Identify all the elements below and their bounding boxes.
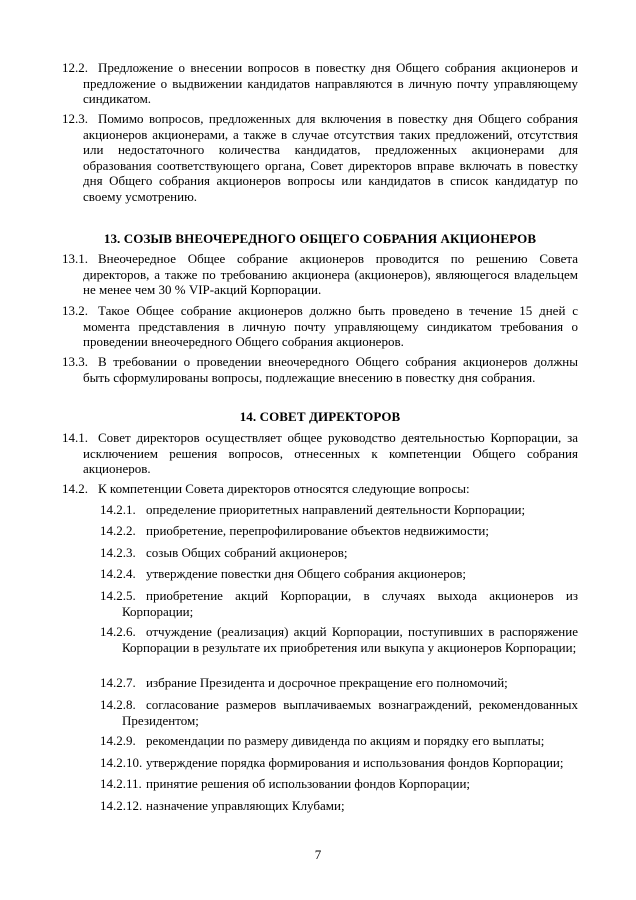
subclause-14-2-2 (100, 523, 578, 539)
clause-number: 14.2. (62, 481, 88, 496)
subclause-number: 14.2.8. (100, 697, 136, 712)
subclause-number: 14.2.12. (100, 798, 143, 813)
section-heading-14: 14. СОВЕТ ДИРЕКТОРОВ (239, 409, 401, 424)
subclause-14-2-8 (100, 697, 578, 728)
subclause-text: созыв Общих собраний акционеров; (146, 545, 348, 560)
subclause-text: утверждение повестки дня Общего собрания акционеров; (146, 566, 467, 581)
clause-text: Помимо вопросов, предложенных для включения в повестку дня Общего собрания акционеров акционерами, а также в случае отсутствия таких предложений, отсутствия или недостаточного количества кандидатов, предложенных акционерами для образования соответствующего органа, Совет директоров вправе включать в повестку дня Общего собрания акционеров вопросы или кандидатов в список кандидатур по своему усмотрению. (83, 111, 578, 204)
subclause-14-2-12 (100, 798, 578, 814)
subclause-14-2-7 (100, 675, 578, 691)
subclause-number: 14.2.1. (100, 502, 136, 517)
subclause-text: приобретение акций Корпорации, в случаях выхода акционеров из Корпорации; (122, 588, 578, 619)
subclause-14-2-1 (100, 502, 578, 518)
clause-text: К компетенции Совета директоров относятся следующие вопросы: (98, 481, 470, 496)
clause-13-2 (62, 303, 578, 350)
clause-number: 13.2. (62, 303, 88, 318)
subclause-number: 14.2.6. (100, 624, 136, 639)
clause-number: 13.1. (62, 251, 88, 266)
subclause-14-2-6 (100, 624, 578, 655)
subclause-number: 14.2.5. (100, 588, 136, 603)
subclause-14-2-11 (100, 776, 578, 792)
subclause-text: рекомендации по размеру дивиденда по акциям и порядку его выплаты; (146, 733, 545, 748)
page-number: 7 (314, 847, 322, 862)
clause-12-3 (62, 111, 578, 204)
clause-text: В требовании о проведении внеочередного Общего собрания акционеров должны быть сформулированы вопросы, подлежащие внесению в повестку дня собрания. (83, 354, 578, 385)
subclause-text: отчуждение (реализация) акций Корпорации, поступивших в распоряжение Корпорации в результате их приобретения или выкупа у акционеров Корпорации; (122, 624, 578, 655)
subclause-number: 14.2.10. (100, 755, 143, 770)
clause-13-1 (62, 251, 578, 298)
subclause-14-2-5 (100, 588, 578, 619)
subclause-number: 14.2.9. (100, 733, 136, 748)
section-heading-13: 13. СОЗЫВ ВНЕОЧЕРЕДНОГО ОБЩЕГО СОБРАНИЯ АКЦИОНЕРОВ (103, 231, 537, 246)
subclause-14-2-3 (100, 545, 578, 561)
subclause-text: согласование размеров выплачиваемых вознаграждений, рекомендованных Президентом; (122, 697, 578, 728)
clause-14-1 (62, 430, 578, 477)
subclause-14-2-9 (100, 733, 578, 749)
clause-text: Внеочередное Общее собрание акционеров проводится по решению Совета директоров, а также по требованию акционера (акционеров), являющегося владельцем не менее чем 30 % VIP-акций Корпорации. (83, 251, 578, 297)
clause-14-2 (62, 481, 578, 497)
subclause-text: утверждение порядка формирования и использования фондов Корпорации; (146, 755, 564, 770)
subclause-text: определение приоритетных направлений деятельности Корпорации; (146, 502, 526, 517)
clause-13-3 (62, 354, 578, 385)
clause-number: 13.3. (62, 354, 88, 369)
subclause-text: принятие решения об использовании фондов Корпорации; (146, 776, 471, 791)
subclause-number: 14.2.7. (100, 675, 136, 690)
clause-text: Такое Общее собрание акционеров должно быть проведено в течение 15 дней с момента представления в личную почту управляющему синдикатом требования о проведении внеочередного Общего собрания акционеров. (83, 303, 578, 349)
clause-text: Совет директоров осуществляет общее руководство деятельностью Корпорации, за исключением решения вопросов, отнесенных к компетенции Общего собрания акционеров. (83, 430, 578, 476)
clause-number: 12.2. (62, 60, 88, 75)
clause-number: 12.3. (62, 111, 88, 126)
subclause-number: 14.2.11. (100, 776, 142, 791)
subclause-number: 14.2.4. (100, 566, 136, 581)
subclause-number: 14.2.2. (100, 523, 136, 538)
subclause-number: 14.2.3. (100, 545, 136, 560)
subclause-14-2-10 (100, 755, 578, 771)
subclause-text: избрание Президента и досрочное прекращение его полномочий; (146, 675, 508, 690)
subclause-14-2-4 (100, 566, 578, 582)
clause-12-2 (62, 60, 578, 107)
subclause-text: назначение управляющих Клубами; (146, 798, 345, 813)
clause-number: 14.1. (62, 430, 88, 445)
subclause-text: приобретение, перепрофилирование объектов недвижимости; (146, 523, 489, 538)
clause-text: Предложение о внесении вопросов в повестку дня Общего собрания акционеров и предложение о выдвижении кандидатов направляются в личную почту управляющему синдикатом. (83, 60, 578, 106)
